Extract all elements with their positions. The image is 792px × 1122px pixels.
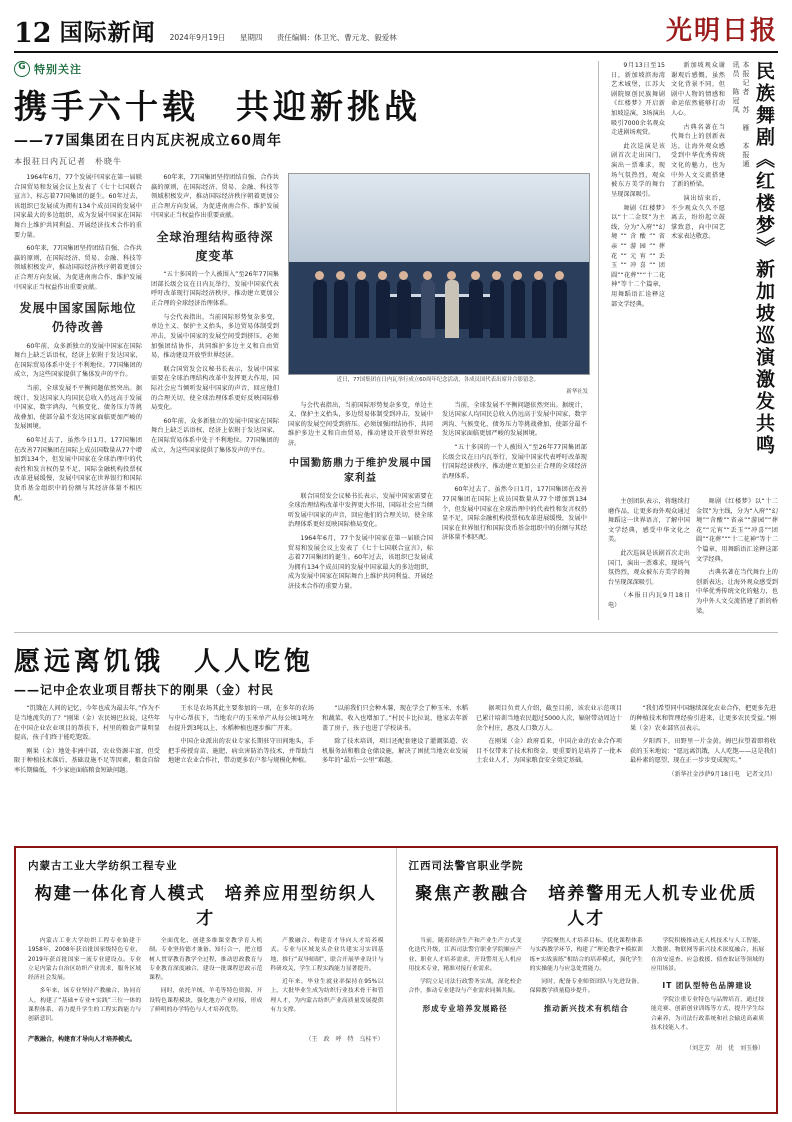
paragraph: 近年来，毕业生就业率保持在95%以上，大批毕业生成为纺织行业技术骨干和管理人才，为内蒙古纺织产业高质量发展提供有力支撑。 <box>270 979 384 1013</box>
paragraph: 多年来，该专业坚持产教融合、协同育人，构建了“基础+专业+实践”三位一体的课程体系，着力提升学生的工程实践能力与创新意识。 <box>28 988 142 1023</box>
ad-left-column-1 <box>28 937 141 1028</box>
right-feature-title: 民族舞剧《红楼梦》新加坡巡演激发共鸣 <box>753 61 775 457</box>
ad-right <box>397 848 777 1112</box>
right-feature-column-4 <box>696 497 778 620</box>
paragraph: 9月13日至15日，新加坡滨海湾艺术城堡，江苏大剧院原创民族舞剧《红楼梦》开启新加坡巡演，3场演出吸引7000余名观众走进剧场观赏。 <box>611 62 665 137</box>
paragraph: “以前我们只会种木薯，现在学会了种玉米、水稻和蔬菜，收入也增加了。”村民卡比拉说，他家去年新盖了房子，孩子也进了学校读书。 <box>322 705 468 732</box>
ad-left-org: 内蒙古工业大学纺织工程专业 <box>28 860 178 872</box>
paragraph: 中国企业派出的农业专家长期驻守田间地头，手把手传授育苗、施肥、病虫害防治等技术，并帮助当地建立农业合作社，带动更多农户参与规模化种植。 <box>168 738 314 765</box>
paragraph: 当前，全球发展不平衡问题依然突出。据统计，发达国家人均国民总收入仍远高于发展中国家，数字鸿沟、气候变化、债务压力等挑战叠加，使部分最不发达国家面临更加严峻的发展困境。 <box>14 384 142 431</box>
paragraph: 联合国贸发会议秘书长表示，发展中国家需要在全球治理结构改革中发挥更大作用，国际社会应当倾听发展中国家的声音，回应他们的合理关切，使全球治理体系更好反映国际格局变化。 <box>288 492 433 529</box>
paragraph: “五十多国的一个人被围入”至26年77国集团部长级会议在日内瓦举行，发展中国家代表呼吁改革现行国际经济秩序，推动建立更加公正合理的全球经济治理体系。 <box>151 271 279 308</box>
section-title: 国际新闻 <box>59 19 156 46</box>
paragraph: 与会代表指出，当前国际形势复杂多变，单边主义、保护主义抬头，多边贸易体制受到冲击，发展中国家的发展空间受到挤压。必须加强团结协作，共同维护多边主义和自由贸易，推动建设开放型世界经济。 <box>288 401 433 447</box>
paragraph: 据项目负责人介绍，截至目前，该农业示范项目已累计培训当地农民超过5000人次，辐射带动周边十余个村庄，惠及人口数万人。 <box>476 705 622 732</box>
right-feature-column-3 <box>608 497 690 620</box>
paragraph: 全面优化、创建多维课堂教学育人机制。专业坚持德才兼备、知行合一，把立德树人贯穿教育教学全过程，推动思政教育与专业教育深度融合，建设一批课程思政示范课程。 <box>149 938 263 982</box>
paragraph: 夕阳西下，田野里一片金黄。姆巴拉望着即将收获的玉米地说：“愿远离饥饿，人人吃饱——这是我们最朴素的愿望，现在正一步步变成现实。” <box>630 738 776 765</box>
lead-subhead: ——77国集团在日内瓦庆祝成立60周年 <box>14 133 282 149</box>
paragraph: 舞剧《红楼梦》以“十二金钗”为主线，分为“入府”“幻境”“含酸”“省亲”“游园”“葬花”“元宵”“丢玉”“冲喜”“团圆”“花葬”““十二花神”等十二个篇章，用舞蹈语汇诠释这部文学经典。 <box>696 498 778 563</box>
weekday: 星期四 <box>239 33 263 42</box>
middle-column-5 <box>630 704 776 779</box>
lead-center-subtitle: 中国勠筋鼎力于维护发展中国家利益 <box>289 457 432 485</box>
lead-photo-credit: 新华社发 <box>566 388 588 395</box>
middle-subhead: ——记中企农业项目帮扶下的刚果（金）村民 <box>14 683 275 698</box>
paragraph: 在刚果（金）政府看来，中国企业的农业合作项目不仅带来了技术和资金，更重要的是培养了一批本土农业人才，为国家粮食安全奠定基础。 <box>476 738 622 765</box>
paragraph: 此次巡演是该剧首次走出国门，演出一票难求，现场气氛热烈，观众被东方美学的舞台呈现深深吸引。 <box>608 550 690 586</box>
paragraph: 新加坡观众谢谢观后感慨，虽然文化背景不同，但剧中人物的情感和命运依然能够打动人心。 <box>671 62 725 118</box>
ad-right-sub-1: 形成专业培养发展路径 <box>422 1003 508 1013</box>
paragraph: 同时，依托羊绒、羊毛等特色资源，开设特色课程模块，强化地方产业对接，形成了鲜明的办学特色与人才培养优势。 <box>149 988 263 1013</box>
lead-photo-caption: 近日，77国集团在日内瓦举行成立60周年纪念活动，各成员国代表出席并合影留念。 <box>336 377 540 383</box>
right-feature-byline: 本报记者 苏 雁 本报通讯员 陈冠凤 <box>732 61 750 169</box>
paper-logo: 光明日报 <box>665 16 778 46</box>
paragraph: 内蒙古工业大学纺织工程专业始建于1958年，2008年获首批国家级特色专业，2019年获首批国家一流专业建设点。专业立足内蒙古自治区纺织产业需求，服务区域经济社会发展。 <box>28 938 142 982</box>
paragraph: 学院注重专业特色与品牌培育，通过技能竞赛、创新创业训练等方式，提升学生综合素养，为司法行政系统和社会输送高素质技术技能人才。 <box>650 997 765 1031</box>
ad-left-column-3 <box>270 937 383 1028</box>
page-number: 12 <box>14 18 52 49</box>
paragraph: 学院积极推动无人机技术与人工智能、大数据、物联网等新兴技术深度融合，拓展在治安巡查、应急救援、侦查取证等领域的应用场景。 <box>650 938 765 972</box>
paragraph: “饥饿在人间的记忆，今年也成为最去年。”作为不是当地流失的了？”刚果（金）农民姆巴拉说，这些年在中国企业农业项目的帮扶下，村里的粮食产量明显提高，孩子们终于能吃饱饭。 <box>14 705 160 742</box>
paragraph: 60年前，众多新独立的发展中国家在国际舞台上缺乏话语权，经济上依附于发达国家，在国际贸易体系中处于不利地位。77国集团的成立，为这些国家提供了集体发声的平台。 <box>151 417 279 454</box>
paragraph: 60年前，众多新独立的发展中国家在国际舞台上缺乏话语权，经济上依附于发达国家，在国际贸易体系中处于不利地位。77国集团的成立，为这些国家提供了集体发声的平台。 <box>14 342 142 379</box>
ad-left-credit: （王 政 呼 特 乌桂平） <box>305 1036 384 1044</box>
paragraph: 与会代表指出，当前国际形势复杂多变，单边主义、保护主义抬头，多边贸易体制受到冲击，发展中国家的发展空间受到挤压。必须加强团结协作，共同维护多边主义和自由贸易，推动建设开放型世界经济。 <box>151 313 279 360</box>
paragraph: “我们希望同中国继续深化农业合作，把更多先进的种植技术和管理经验引进来，让更多农民受益。”刚果（金）农业部官员表示。 <box>630 705 776 732</box>
paragraph: 60年过去了，虽然今日1月，177国集团在改善77国集团在国际上成员国数量从77个增加到134个，但发展中国家在全球治理中的代表性和发言权仍显不足，国际金融机构投票权改革进展缓慢，发展中国家在世界银行和国际货币基金组织中的份额与其经济体量不相匹配。 <box>442 486 587 542</box>
middle-column-2 <box>168 704 314 779</box>
paragraph: 王水是农场其此主要参加的一项，在多年的农场与中心帮扶下，当地农户的玉米单产从每公顷1吨左右提升到3吨以上，水稻种植也逐步推广开来。 <box>168 705 314 732</box>
lead-column-2-title: 全球治理结构亟待深度变革 <box>156 230 274 263</box>
middle-headline: 愿远离饥饿 人人吃饱 <box>14 647 315 678</box>
lead-headline: 携手六十载 共迎新挑战 <box>14 87 421 126</box>
paragraph: 此次巡演是该剧首次走出国门，演出一票难求，现场气氛热烈，观众被东方美学的舞台呈现深深吸引。 <box>611 142 665 198</box>
ad-right-org: 江西司法警官职业学院 <box>408 860 524 872</box>
badge-circle-icon: G <box>14 61 30 77</box>
badge-label: 特别关注 <box>34 63 82 76</box>
ad-right-credit: （刘芝芳 胡 优 刘玉修） <box>685 1045 764 1053</box>
ad-right-sub-2: 推动新兴技术有机结合 <box>543 1003 629 1013</box>
paragraph: 1964年6月，77个发展中国家在第一届联合国贸易和发展会议上发表了《七十七国联合宣言》，标志着77国集团的诞生。60年过去，该组织已发展成为拥有134个成员国的发展中国家最大的多边组织，成为发展中国家在国际舞台上维护共同利益、开展经济技术合作的重要力量。 <box>14 174 142 239</box>
lead-photo-wrap <box>288 173 588 395</box>
right-feature-note: （本报日内瓦9月18日电） <box>608 592 690 610</box>
paragraph: 刚果（金）地处非洲中部，农业资源丰富，但受限于种植技术落后、基础设施不足等因素，粮食自给率长期偏低，不少家庭面临粮食短缺问题。 <box>14 747 160 774</box>
top-area <box>14 61 778 620</box>
paragraph: 学院聚焦人才培养目标，优化课程体系与实践教学环节，构建了“理论教学+模拟训练+实战演练”相结合的培养模式，强化学生的实操能力与应急处置能力。 <box>529 938 643 972</box>
lead-columns <box>14 173 588 596</box>
special-attention-badge <box>14 61 588 77</box>
masthead-meta <box>170 32 409 43</box>
paragraph: 60年来，77国集团坚持团结自强、合作共赢的原则，在国际经济、贸易、金融、科技等领域积极发声，推动国际经济秩序朝着更加公正合理方向发展，为促进南南合作、维护发展中国家正当权益作出重要贡献。 <box>14 245 142 291</box>
right-feature-title-wrap <box>731 61 778 491</box>
right-feature-column-1 <box>611 61 665 491</box>
middle-column-1 <box>14 704 160 779</box>
lead-center-sub-2 <box>442 401 587 596</box>
right-feature <box>598 61 778 620</box>
paragraph: 同时，配备专业师资团队与先进设备，保障教学质量稳步提升。 <box>529 979 643 995</box>
ad-left-footer: 产教融合，构建育才导向人才培养模式。 <box>28 1036 137 1044</box>
ad-right-headline: 聚焦产教融合 培养警用无人机专业优质人才 <box>415 884 758 929</box>
paragraph: 演出结束后，不少观众久久不愿离去，纷纷起立鼓掌致意，向中国艺术家表达敬意。 <box>671 194 725 241</box>
masthead <box>14 10 778 53</box>
ad-left-column-2 <box>149 937 262 1028</box>
paragraph: 1964年6月，77个发展中国家在第一届联合国贸易和发展会议上发表了《七十七国联合宣言》，标志着77国集团的诞生。60年过去，该组织已发展成为拥有134个成员国的发展中国家最大的多边组织，成为发展中国家在国际舞台上维护共同利益、开展经济技术合作的重要力量。 <box>288 535 433 591</box>
ad-right-column-2 <box>530 937 643 1037</box>
paragraph: 舞剧《红楼梦》以“十二金钗”为主线，分为“入府”“幻境”“含酸”“省亲”“游园”“葬花”“元宵”“丢玉”“冲喜”“团圆”“花葬”““十二花神”等十二个篇章，用舞蹈语汇诠释这部文学经典。 <box>611 204 665 308</box>
publish-date: 2024年9月19日 <box>169 33 226 42</box>
paragraph: 当前，随着经济生产和产业生产方式变化迭代升级，江西司法警官职业学院顺应产业、职业人才培养需求，开设警用无人机应用技术专业，精准对接行业需求。 <box>408 938 522 972</box>
middle-signature: （新华社金沙萨9月18日电 记者文昌） <box>668 770 776 778</box>
ad-right-column-1 <box>409 937 522 1037</box>
ad-left-headline: 构建一体化育人模式 培养应用型纺织人才 <box>34 884 377 929</box>
lead-center-sub-1 <box>288 401 433 596</box>
paragraph: “五十多国的一个人被围入”至26年77国集团部长级会议在日内瓦举行，发展中国家代表呼吁改革现行国际经济秩序，推动建立更加公正合理的全球经济治理体系。 <box>442 444 587 480</box>
lead-story <box>14 61 588 620</box>
ad-right-columns <box>409 937 765 1037</box>
lead-column-1 <box>14 173 142 596</box>
lead-column-1-title: 发展中国家国际地位仍待改善 <box>19 301 137 334</box>
bottom-ad-box <box>14 846 778 1114</box>
editors: 责任编辑：体卫光、曹元龙、毅爱林 <box>276 33 397 42</box>
middle-story <box>14 632 778 779</box>
ad-right-column-3 <box>651 937 764 1037</box>
paragraph: 古典名著在当代舞台上的创新表达，让海外观众感受到中华优秀传统文化的魅力，也为中外人文交流搭建了新的桥梁。 <box>671 123 725 189</box>
paragraph: 除了技术培训，项目还配套建设了灌溉渠道、农机服务站和粮食仓储设施，解决了困扰当地农业发展多年的“最后一公里”难题。 <box>322 738 468 765</box>
lead-column-center <box>288 173 588 596</box>
middle-column-4 <box>476 704 622 779</box>
lead-photo <box>288 173 590 375</box>
paragraph: 产教融合、构建育才导向人才培养模式。专业与区域龙头企业共建实习实训基地，推行“双导师制”，联合开展毕业设计与科研攻关，学生工程实践能力显著提升。 <box>270 938 384 972</box>
ad-right-sub-3: IT 团队型特色品牌建设 <box>662 981 753 991</box>
lead-column-2 <box>151 173 279 596</box>
ad-left-columns <box>28 937 384 1028</box>
right-feature-column-2 <box>671 61 725 491</box>
paragraph: 主创团队表示，将继续打磨作品，让更多海外观众通过舞蹈这一世界语言，了解中国文学经典，感受中华文化之美。 <box>608 498 690 544</box>
ad-left <box>16 848 397 1112</box>
paragraph: 当前，全球发展不平衡问题依然突出。据统计，发达国家人均国民总收入仍远高于发展中国家，数字鸿沟、气候变化、债务压力等挑战叠加，使部分最不发达国家面临更加严峻的发展困境。 <box>442 401 587 438</box>
paragraph: 联合国贸发会议秘书长表示，发展中国家需要在全球治理结构改革中发挥更大作用，国际社会应当倾听发展中国家的声音，回应他们的合理关切，使全球治理体系更好反映国际格局变化。 <box>151 365 279 412</box>
middle-columns <box>14 704 778 779</box>
paragraph: 60年来，77国集团坚持团结自强、合作共赢的原则，在国际经济、贸易、金融、科技等领域积极发声，推动国际经济秩序朝着更加公正合理方向发展，为促进南南合作、维护发展中国家正当权益作出重要贡献。 <box>151 174 279 220</box>
middle-column-3 <box>322 704 468 779</box>
paragraph: 学院立足司法行政警务实战，深化校企合作，推动专业建设与产业需求同频共振。 <box>408 979 522 995</box>
lead-byline: 本报驻日内瓦记者 朴晓牛 <box>14 157 122 166</box>
paragraph: 古典名著在当代舞台上的创新表达，让海外观众感受到中华优秀传统文化的魅力，也为中外人文交流搭建了新的桥梁。 <box>696 569 778 615</box>
paragraph: 60年过去了，虽然今日1月，177国集团在改善77国集团在国际上成员国数量从77个增加到134个，但发展中国家在全球治理中的代表性和发言权仍显不足，国际金融机构投票权改革进展缓慢，发展中国家在世界银行和国际货币基金组织中的份额与其经济体量不相匹配。 <box>14 436 142 502</box>
